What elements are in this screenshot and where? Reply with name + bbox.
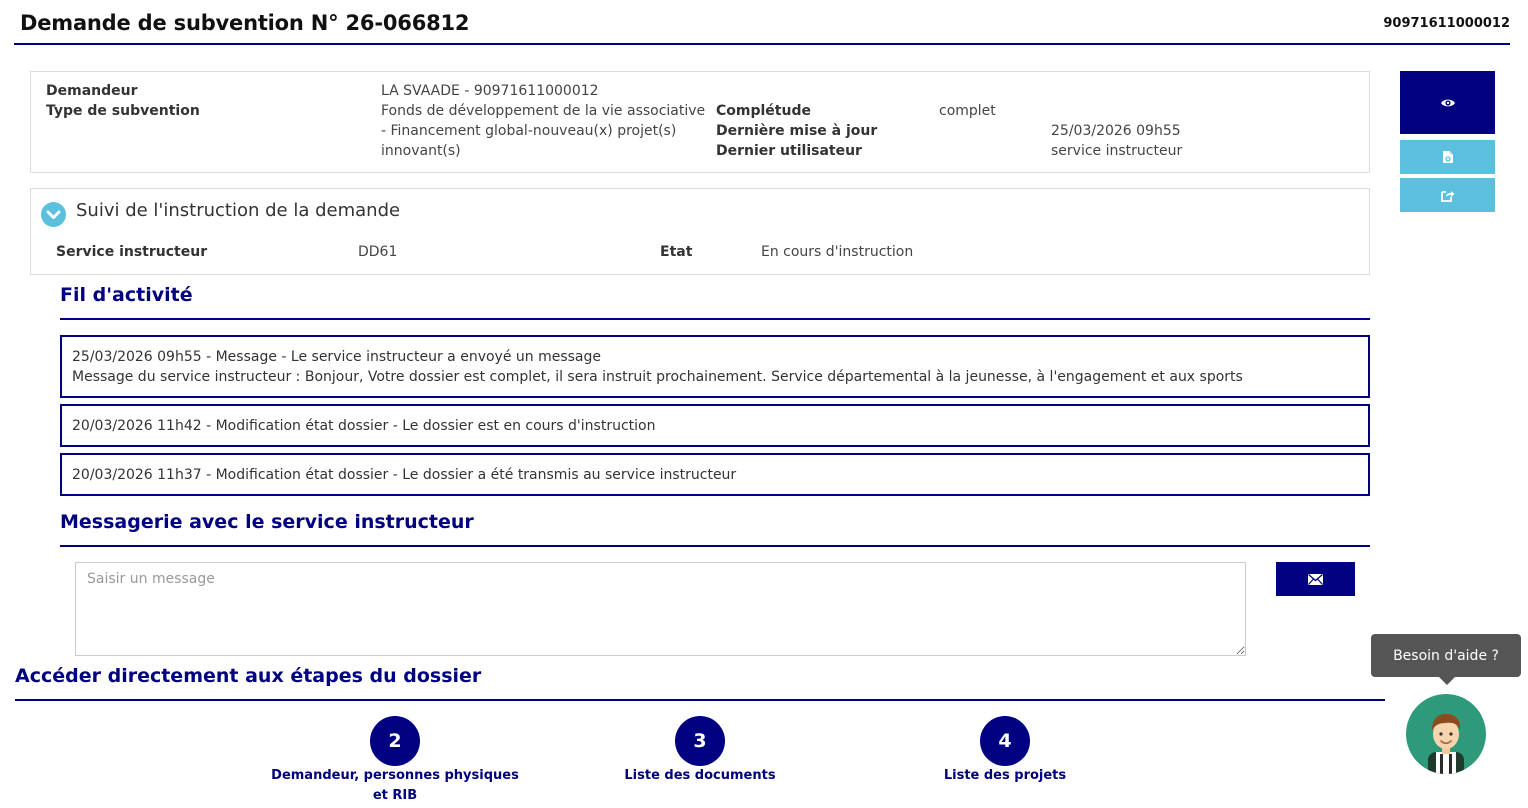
activity-item-message: Message du service instructeur : Bonjour, Votre dossier est complet, il sera instruit prochainement. Service départemental à la jeunesse, à l'engagement et aux sports bbox=[72, 369, 1243, 385]
step-4-label: Liste des projets bbox=[943, 768, 1067, 783]
type-subvention-value-line3: innovant(s) bbox=[381, 143, 461, 159]
step-2-link[interactable] bbox=[265, 766, 525, 806]
activity-item-header: 20/03/2026 11h42 - Modification état dossier - Le dossier est en cours d'instruction bbox=[72, 418, 656, 434]
activity-feed-title: Fil d'activité bbox=[60, 284, 193, 306]
message-input[interactable] bbox=[76, 563, 1245, 655]
send-message-button[interactable] bbox=[1276, 562, 1355, 596]
header-account-id: 90971611000012 bbox=[1383, 16, 1510, 31]
messaging-title: Messagerie avec le service instructeur bbox=[60, 511, 474, 533]
request-summary-panel bbox=[30, 71, 1370, 173]
dernier-utilisateur-label: Dernier utilisateur bbox=[716, 143, 862, 159]
envelope-icon bbox=[1308, 574, 1323, 585]
instruction-tracking-panel bbox=[30, 188, 1370, 275]
type-subvention-label: Type de subvention bbox=[46, 103, 200, 119]
service-instructeur-value: DD61 bbox=[358, 244, 398, 260]
activity-item-header: 25/03/2026 09h55 - Message - Le service instructeur a envoyé un message bbox=[72, 349, 602, 365]
step-2-button[interactable]: 2 bbox=[370, 716, 420, 766]
activity-item bbox=[60, 335, 1370, 398]
chevron-down-icon[interactable] bbox=[41, 202, 66, 227]
help-tooltip-arrow bbox=[1439, 677, 1455, 685]
activity-feed-divider bbox=[60, 318, 1370, 320]
document-button[interactable] bbox=[1400, 140, 1495, 174]
activity-item bbox=[60, 453, 1370, 496]
step-4-button[interactable]: 4 bbox=[980, 716, 1030, 766]
derniere-mise-a-jour-label: Dernière mise à jour bbox=[716, 123, 878, 139]
view-button[interactable] bbox=[1400, 71, 1495, 134]
type-subvention-value-line1: Fonds de développement de la vie associative bbox=[381, 103, 706, 119]
export-button[interactable] bbox=[1400, 178, 1495, 212]
dernier-utilisateur-value: service instructeur bbox=[1051, 143, 1183, 159]
service-instructeur-label: Service instructeur bbox=[56, 244, 208, 260]
help-assistant-avatar[interactable] bbox=[1406, 694, 1486, 774]
step-2-label-line1: Demandeur, personnes physiques bbox=[271, 768, 519, 783]
demandeur-value: LA SVAADE - 90971611000012 bbox=[381, 83, 599, 99]
assistant-avatar-icon bbox=[1406, 694, 1486, 774]
etat-value: En cours d'instruction bbox=[761, 244, 914, 260]
activity-item-header: 20/03/2026 11h37 - Modification état dossier - Le dossier a été transmis au service instructeur bbox=[72, 467, 737, 483]
derniere-mise-a-jour-value: 25/03/2026 09h55 bbox=[1051, 123, 1181, 139]
eye-icon bbox=[1440, 97, 1456, 109]
page-title: Demande de subvention N° 26-066812 bbox=[20, 11, 470, 35]
step-3-link[interactable] bbox=[600, 766, 800, 786]
step-4-link[interactable] bbox=[905, 766, 1105, 786]
type-subvention-value-line2: - Financement global-nouveau(x) projet(s) bbox=[381, 123, 677, 139]
message-field-container bbox=[75, 562, 1246, 656]
instruction-tracking-title[interactable]: Suivi de l'instruction de la demande bbox=[76, 200, 401, 221]
completude-label: Complétude bbox=[716, 103, 811, 119]
demandeur-label: Demandeur bbox=[46, 83, 138, 99]
step-2-label-line2: et RIB bbox=[372, 788, 418, 803]
document-icon bbox=[1442, 150, 1454, 164]
share-icon bbox=[1441, 189, 1455, 202]
steps-title: Accéder directement aux étapes du dossier bbox=[15, 665, 482, 687]
header-divider bbox=[14, 43, 1510, 45]
help-tooltip[interactable]: Besoin d'aide ? bbox=[1371, 634, 1521, 677]
steps-divider bbox=[15, 699, 1385, 701]
step-3-label: Liste des documents bbox=[624, 768, 776, 783]
activity-item bbox=[60, 404, 1370, 447]
messaging-divider bbox=[60, 545, 1370, 547]
step-3-button[interactable]: 3 bbox=[675, 716, 725, 766]
etat-label: Etat bbox=[660, 244, 693, 260]
completude-value: complet bbox=[939, 103, 996, 119]
